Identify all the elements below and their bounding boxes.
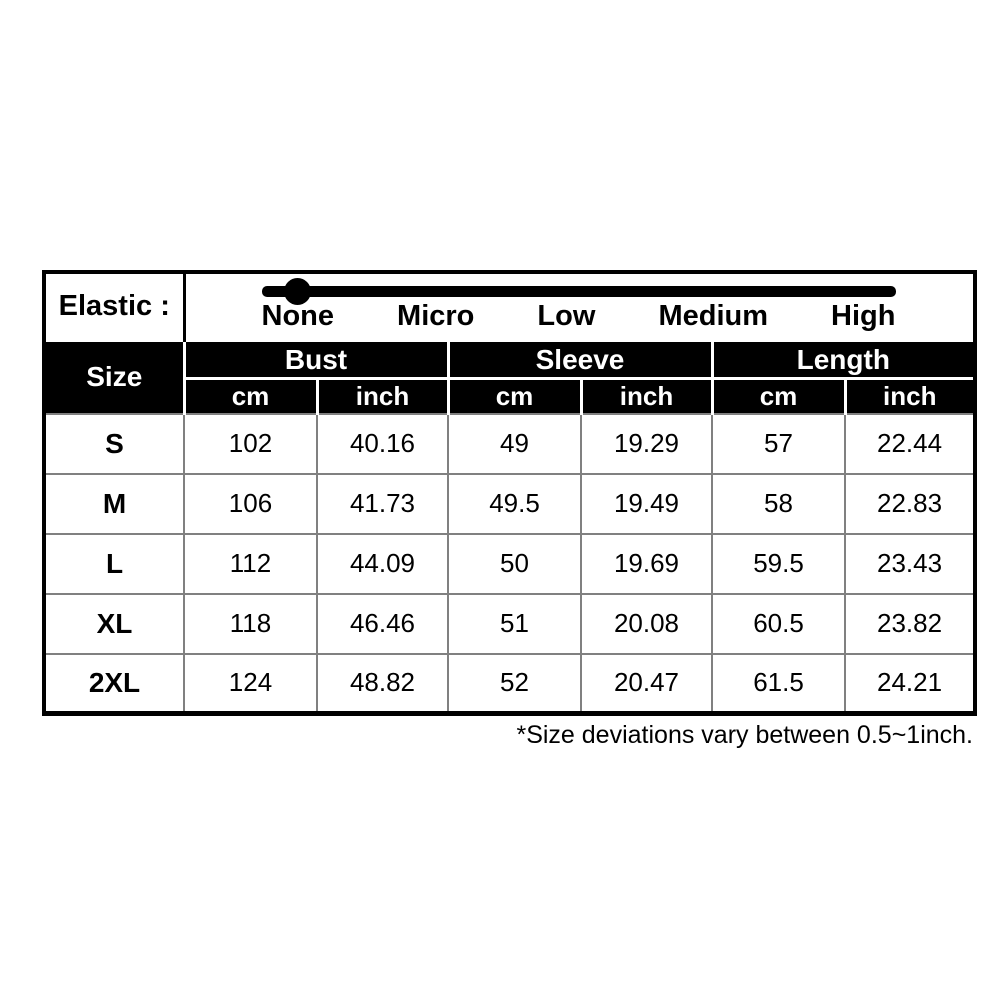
sleeve-inch-value: 20.47 (581, 654, 712, 714)
length-inch-value: 22.44 (845, 414, 975, 474)
elastic-scale-labels (262, 299, 896, 334)
bust-cm-value: 118 (184, 594, 317, 654)
bust-inch-header: inch (317, 379, 448, 414)
sleeve-cm-header: cm (448, 379, 581, 414)
size-label: XL (44, 594, 184, 654)
length-cm-header: cm (712, 379, 845, 414)
size-column-header: Size (44, 341, 184, 414)
group-header-row (44, 341, 975, 379)
size-label: 2XL (44, 654, 184, 714)
table-row-2xl (44, 654, 975, 714)
length-cm-value: 58 (712, 474, 845, 534)
unit-header-row (44, 379, 975, 414)
bust-inch-value: 46.46 (317, 594, 448, 654)
sleeve-group-header: Sleeve (448, 341, 712, 379)
table-row-xl (44, 594, 975, 654)
size-deviation-note: *Size deviations vary between 0.5~1inch. (516, 721, 973, 749)
size-chart (42, 270, 973, 750)
sleeve-cm-value: 49.5 (448, 474, 581, 534)
elastic-level-medium: Medium (658, 300, 768, 332)
sleeve-cm-value: 50 (448, 534, 581, 594)
size-label: M (44, 474, 184, 534)
elastic-level-none: None (261, 300, 334, 332)
length-inch-value: 22.83 (845, 474, 975, 534)
elastic-label: Elastic : (44, 272, 184, 341)
bust-inch-value: 41.73 (317, 474, 448, 534)
bust-inch-value: 48.82 (317, 654, 448, 714)
elastic-row (44, 272, 975, 341)
length-cm-value: 60.5 (712, 594, 845, 654)
size-label: S (44, 414, 184, 474)
elastic-level-micro: Micro (397, 300, 475, 332)
bust-cm-value: 102 (184, 414, 317, 474)
bust-inch-value: 44.09 (317, 534, 448, 594)
bust-cm-header: cm (184, 379, 317, 414)
bust-group-header: Bust (184, 341, 448, 379)
sleeve-inch-value: 19.29 (581, 414, 712, 474)
bust-cm-value: 124 (184, 654, 317, 714)
table-row-s (44, 414, 975, 474)
length-cm-value: 57 (712, 414, 845, 474)
sleeve-cm-value: 52 (448, 654, 581, 714)
length-cm-value: 61.5 (712, 654, 845, 714)
size-label: L (44, 534, 184, 594)
elastic-level-high: High (831, 300, 896, 332)
length-group-header: Length (712, 341, 975, 379)
bust-inch-value: 40.16 (317, 414, 448, 474)
size-chart-table (42, 270, 977, 716)
sleeve-cm-value: 51 (448, 594, 581, 654)
length-cm-value: 59.5 (712, 534, 845, 594)
length-inch-value: 24.21 (845, 654, 975, 714)
length-inch-value: 23.43 (845, 534, 975, 594)
sleeve-inch-value: 19.69 (581, 534, 712, 594)
length-inch-header: inch (845, 379, 975, 414)
elastic-level-low: Low (537, 300, 596, 332)
table-row-l (44, 534, 975, 594)
table-row-m (44, 474, 975, 534)
elastic-scale (184, 272, 975, 341)
sleeve-inch-value: 19.49 (581, 474, 712, 534)
bust-cm-value: 106 (184, 474, 317, 534)
length-inch-value: 23.82 (845, 594, 975, 654)
elastic-slider-track (262, 286, 896, 297)
sleeve-inch-value: 20.08 (581, 594, 712, 654)
bust-cm-value: 112 (184, 534, 317, 594)
sleeve-inch-header: inch (581, 379, 712, 414)
sleeve-cm-value: 49 (448, 414, 581, 474)
